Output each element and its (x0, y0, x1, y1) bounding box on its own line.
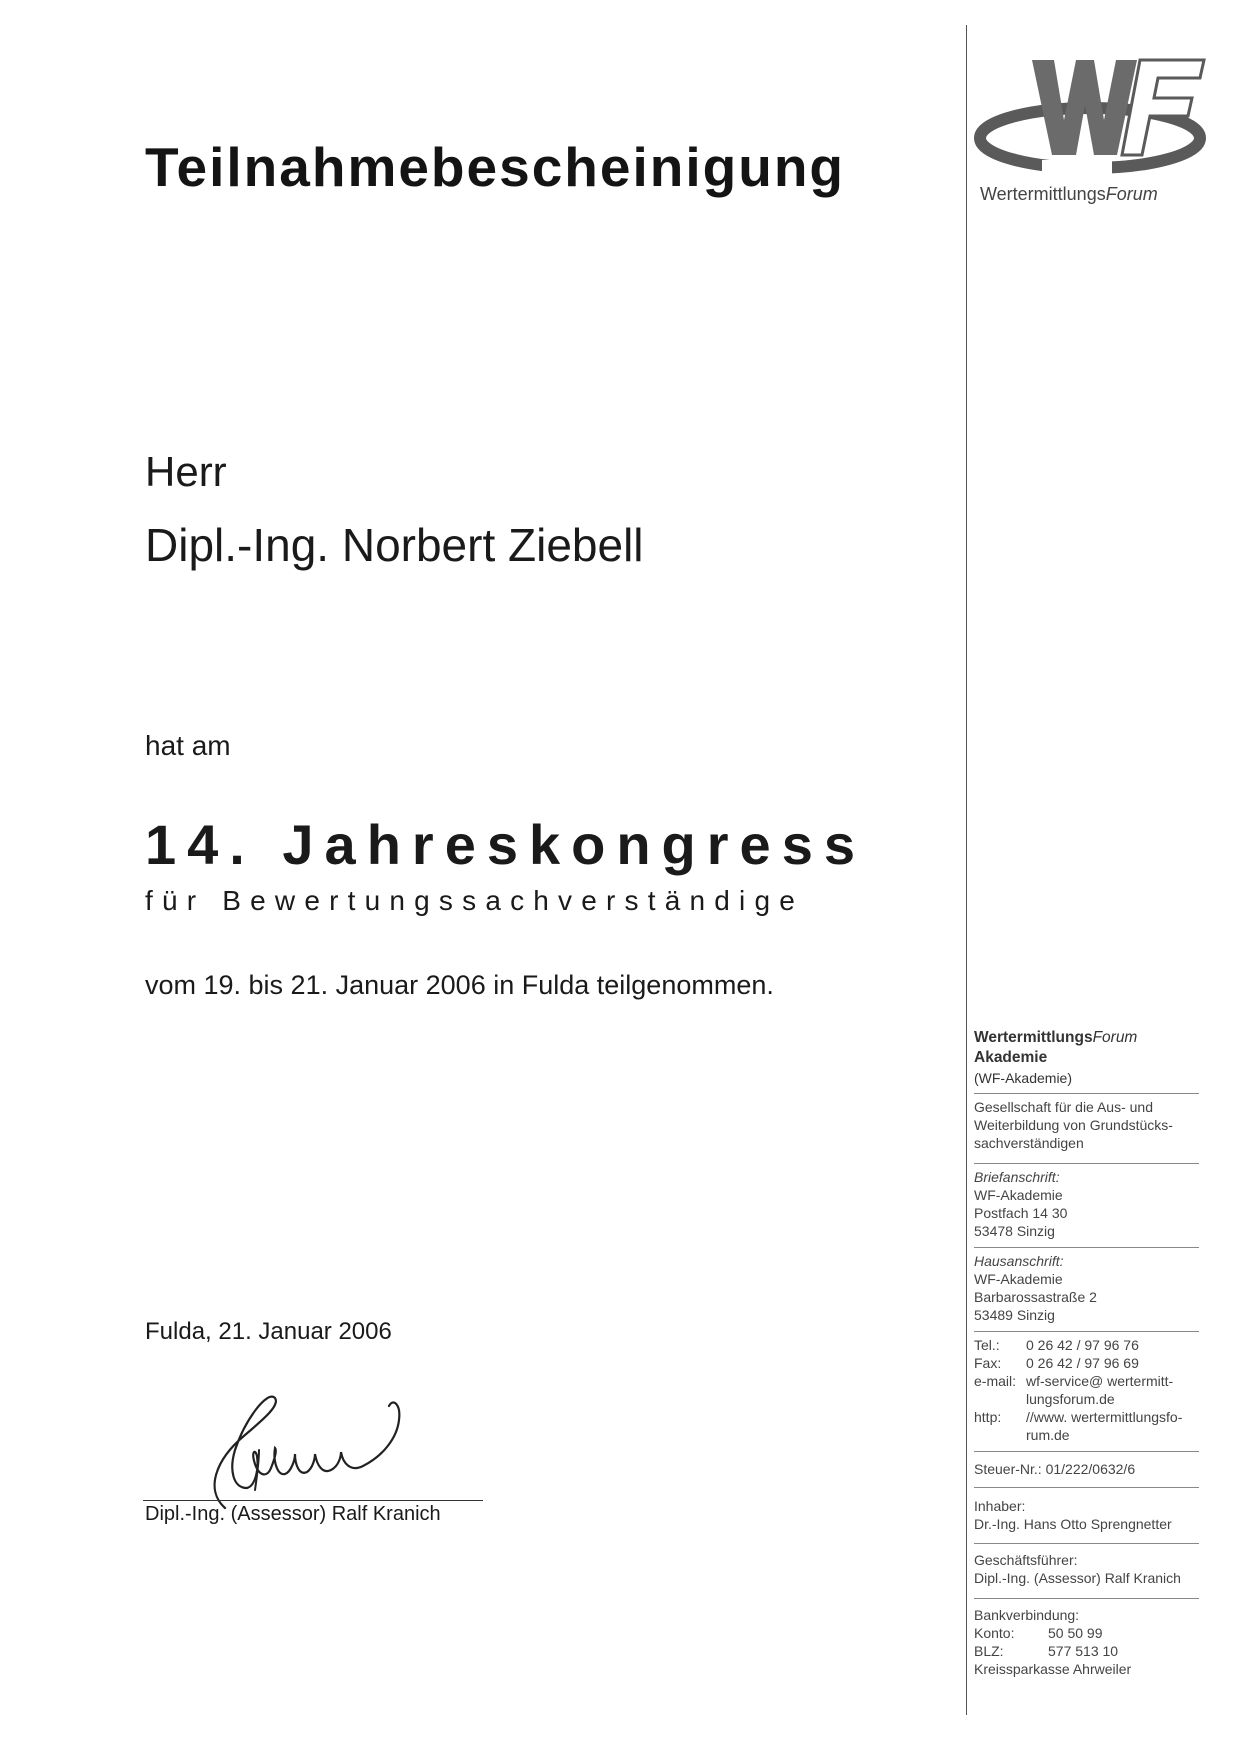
sidebar-separator (974, 1247, 1199, 1248)
logo-name-italic: Forum (1105, 184, 1158, 204)
org-description (974, 1098, 1224, 1152)
email-value: wf-service@ wertermitt- (1026, 1373, 1174, 1389)
sidebar-separator (974, 1093, 1199, 1094)
owner-value: Dr.-Ing. Hans Otto Sprengnetter (974, 1516, 1172, 1532)
event-dates: vom 19. bis 21. Januar 2006 in Fulda teilgenommen. (145, 970, 774, 1000)
salutation: Herr (145, 448, 227, 495)
tax-number (974, 1460, 1224, 1478)
http-label: http: (974, 1409, 1002, 1425)
bank-name: Kreissparkasse Ahrweiler (974, 1661, 1132, 1677)
sidebar-separator (974, 1451, 1199, 1452)
place-date: Fulda, 21. Januar 2006 (145, 1318, 392, 1345)
sidebar-separator (974, 1331, 1199, 1332)
tax-value: Steuer-Nr.: 01/222/0632/6 (974, 1461, 1136, 1477)
tel-value: 0 26 42 / 97 96 76 (1026, 1337, 1139, 1353)
md-label: Geschäftsführer: (974, 1552, 1078, 1568)
street-address (974, 1252, 1224, 1324)
address-line: Barbarossastraße 2 (974, 1289, 1097, 1305)
http-value: //www. wertermittlungsfo- (1026, 1409, 1183, 1425)
owner-label: Inhaber: (974, 1498, 1026, 1514)
event-title: 14. Jahreskongress (145, 813, 866, 876)
logo-name-regular: Wertermittlungs (980, 184, 1106, 204)
org-abbr: (WF-Akademie) (974, 1070, 1073, 1086)
konto-value: 50 50 99 (1048, 1625, 1103, 1641)
blz-label: BLZ: (974, 1643, 1004, 1659)
fax-label: Fax: (974, 1355, 1002, 1371)
wf-logo-icon (972, 50, 1208, 180)
konto-label: Konto: (974, 1625, 1015, 1641)
org-name-italic: Forum (1092, 1029, 1138, 1046)
address-line: WF-Akademie (974, 1187, 1063, 1203)
signatory-name: Dipl.-Ing. (Assessor) Ralf Kranich (145, 1503, 441, 1525)
handwritten-signature (185, 1390, 450, 1515)
email-label: e-mail: (974, 1373, 1017, 1389)
sidebar-org (974, 1028, 1224, 1088)
sidebar-separator (974, 1598, 1199, 1599)
managing-director-block (974, 1551, 1224, 1587)
postal-address (974, 1168, 1224, 1240)
sidebar-separator (974, 1163, 1199, 1164)
address-line: 53489 Sinzig (974, 1307, 1055, 1323)
tel-label: Tel.: (974, 1337, 1000, 1353)
http-value-cont: rum.de (1026, 1427, 1070, 1443)
address-line: WF-Akademie (974, 1271, 1063, 1287)
description-line: Gesellschaft für die Aus- und (974, 1099, 1153, 1115)
bank-block (974, 1606, 1224, 1678)
address-line: 53478 Sinzig (974, 1223, 1055, 1239)
md-value: Dipl.-Ing. (Assessor) Ralf Kranich (974, 1570, 1181, 1586)
address-line: Postfach 14 30 (974, 1205, 1068, 1221)
postal-label: Briefanschrift: (974, 1169, 1060, 1185)
sidebar-divider (966, 25, 967, 1715)
street-label: Hausanschrift: (974, 1253, 1064, 1269)
signature-line (143, 1500, 483, 1501)
description-line: Weiterbildung von Grundstücks- (974, 1117, 1173, 1133)
description-line: sachverständigen (974, 1135, 1084, 1151)
org-name-regular: Wertermittlungs (974, 1029, 1093, 1046)
sidebar-separator (974, 1487, 1199, 1488)
bank-label: Bankverbindung: (974, 1607, 1080, 1623)
contact-block (974, 1336, 1224, 1444)
fax-value: 0 26 42 / 97 96 69 (1026, 1355, 1139, 1371)
owner-block (974, 1497, 1224, 1533)
certificate-title: Teilnahmebescheinigung (145, 136, 846, 198)
email-value-cont: lungsforum.de (1026, 1391, 1115, 1407)
event-subtitle: für Bewertungssachverständige (145, 885, 805, 916)
blz-value: 577 513 10 (1048, 1643, 1119, 1659)
org-line2: Akademie (974, 1049, 1048, 1066)
intro-text: hat am (145, 730, 231, 761)
logo-wordmark (980, 184, 1158, 205)
participant-name: Dipl.-Ing. Norbert Ziebell (145, 519, 644, 571)
sidebar-separator (974, 1543, 1199, 1544)
